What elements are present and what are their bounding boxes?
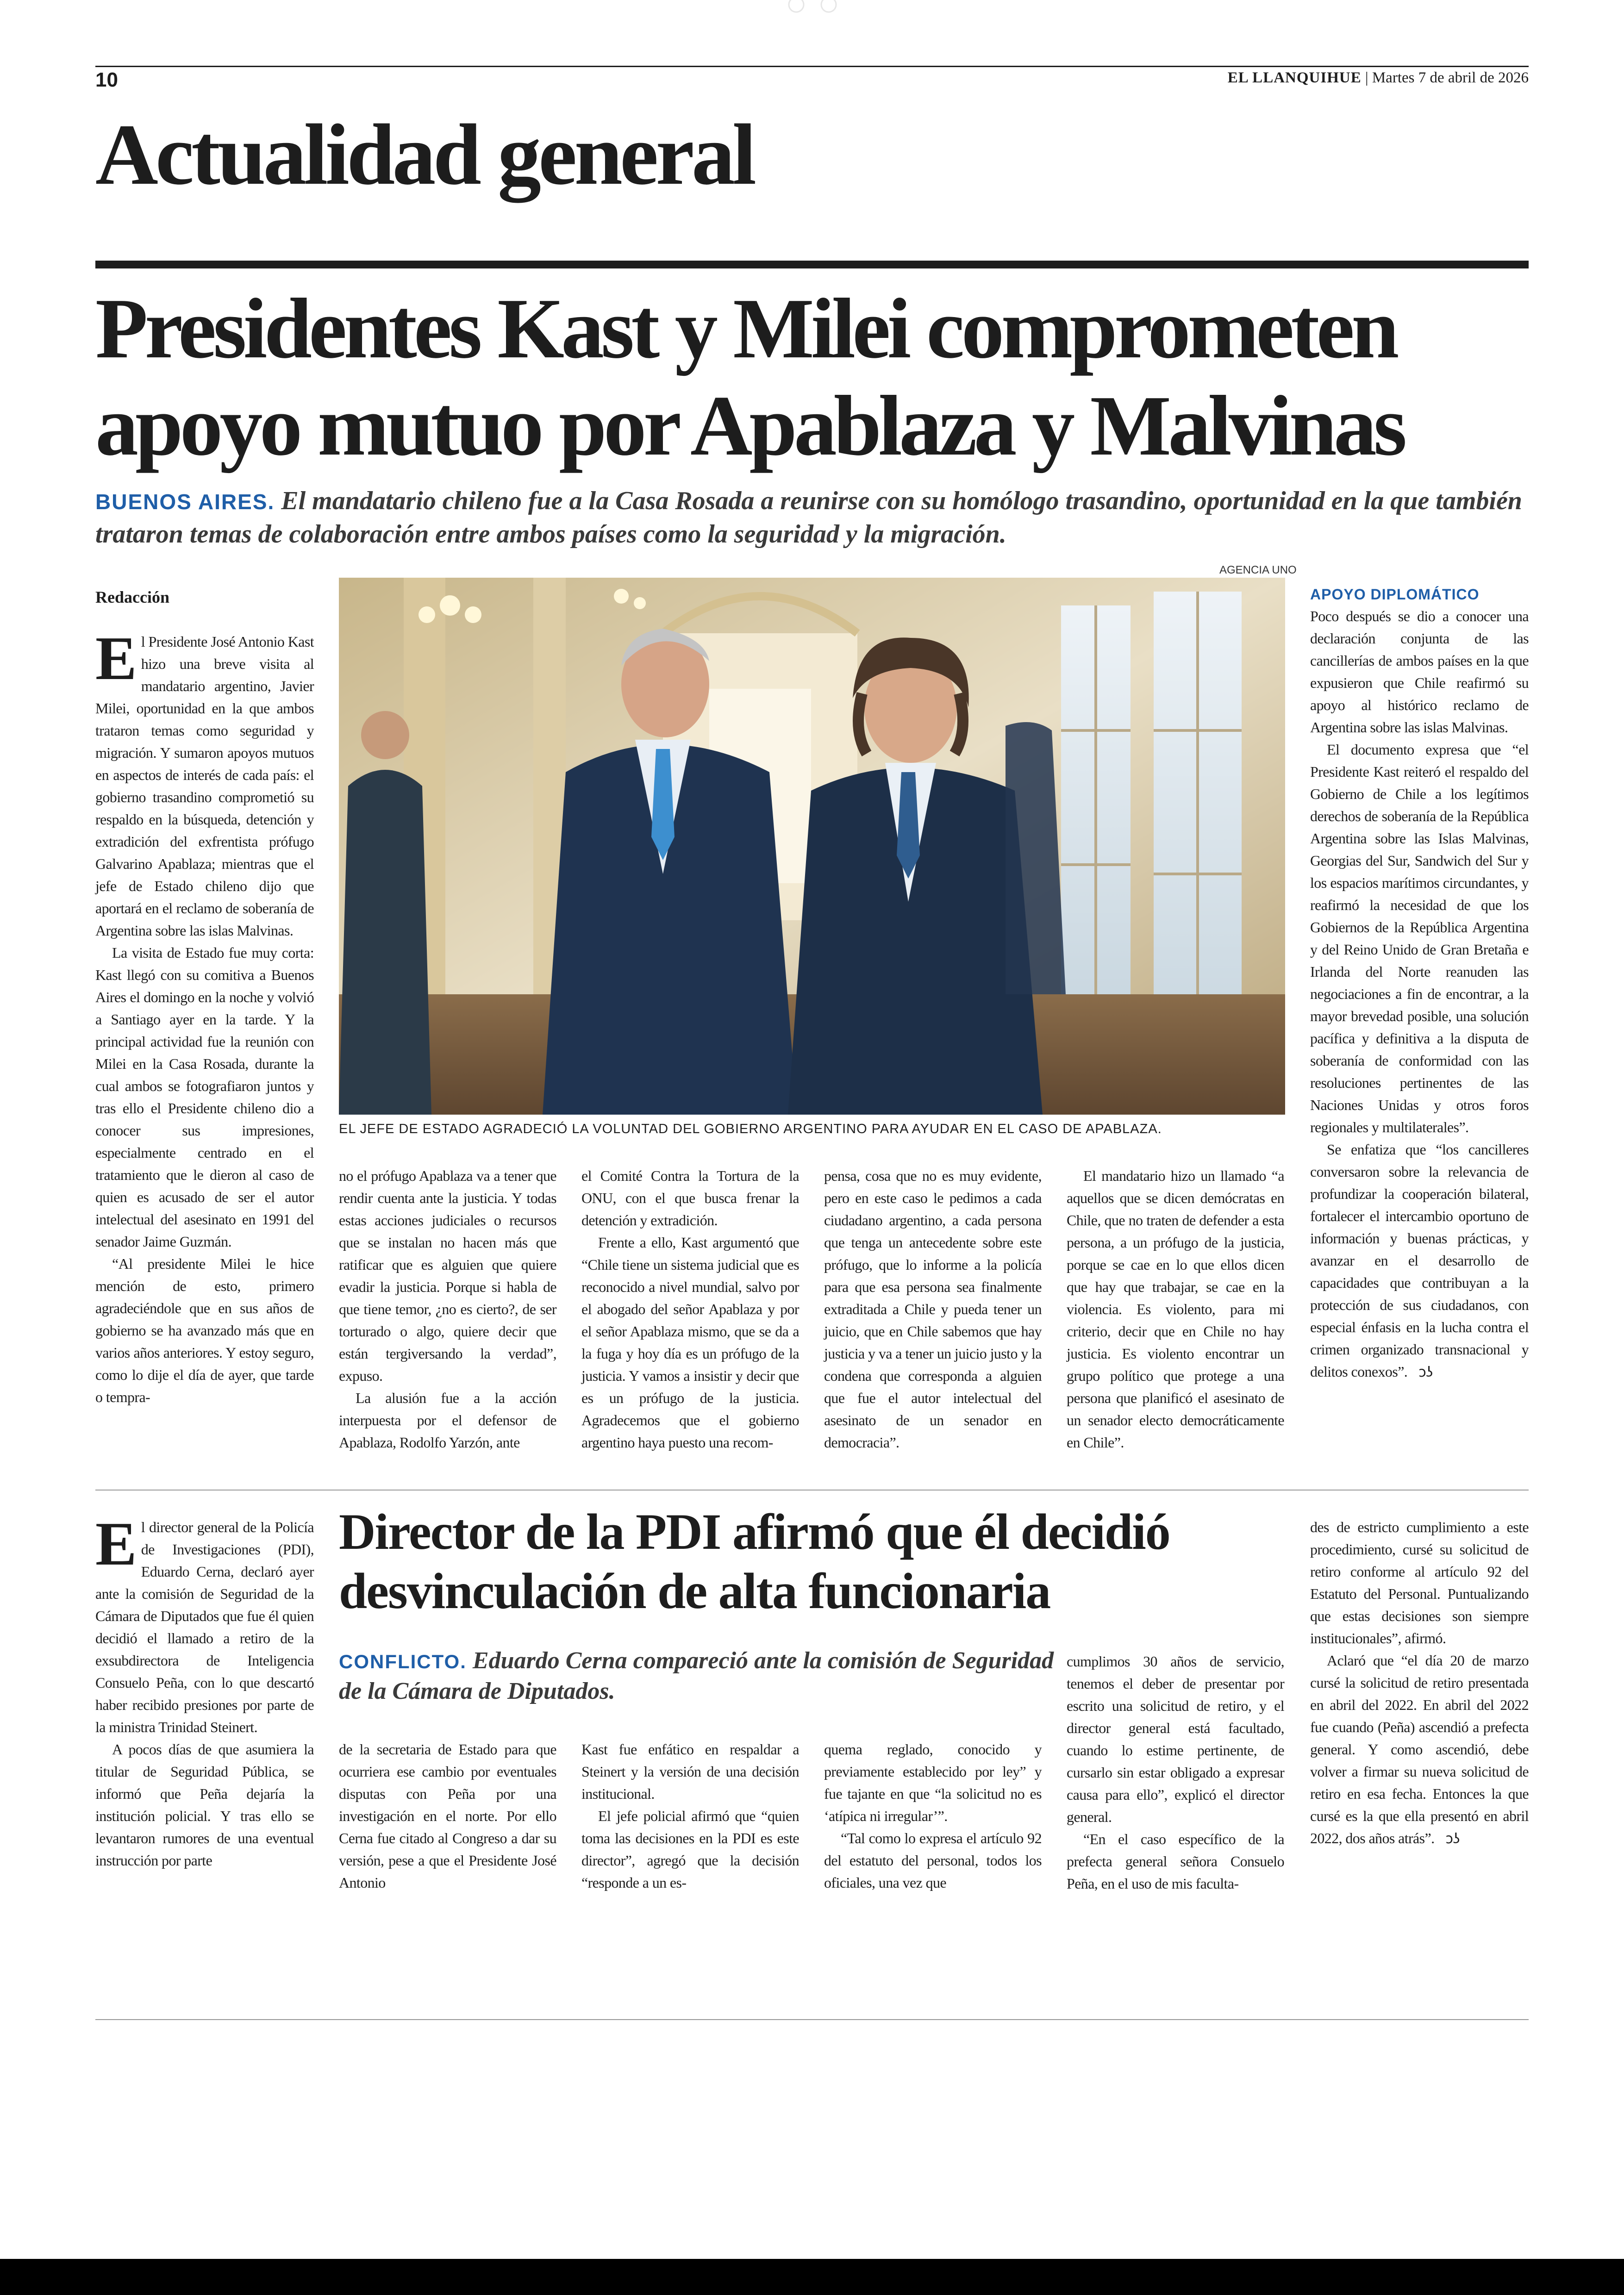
article1-column-1 xyxy=(95,624,314,1408)
article2-column-4 xyxy=(824,1738,1042,1894)
subhead-diplomatic-support: APOYO DIPLOMÁTICO xyxy=(1310,586,1480,603)
article1-col2-paragraph-1: no el prófugo Apablaza va a tener que rendir cuenta ante la justicia. Y todas estas acciones judiciales o recursos que se instalan no hacen más que ratificar que es alguien que quiere evadir la justicia. Porque si habla de que tiene temor, ¿no es cierto?, de ser torturado o algo, quiere decir que están tergiversando la verdad”, expuso. xyxy=(339,1167,556,1384)
footer-bar xyxy=(0,2259,1624,2295)
article1-col3-paragraph-2: Frente a ello, Kast argumentó que “Chile tiene un sistema judicial que es reconocido a nivel mundial, salvo por el abogado del señor Apablaza y por el señor Apablaza mismo, que se da a la fuga y hoy día es un prófugo de la justicia. Y vamos a insistir y decir que es un prófugo de la justicia. Agradecemos que el gobierno argentino haya puesto una recom- xyxy=(581,1234,799,1451)
article2-column-1 xyxy=(95,1509,314,1871)
article1-col3-paragraph-1: el Comité Contra la Tortura de la ONU, con el que busca frenar la detención y extradición. xyxy=(581,1167,799,1229)
article1-column-5 xyxy=(1067,1165,1284,1453)
article2-dropcap: E xyxy=(95,1509,137,1578)
article2-col6-paragraph-1: des de estricto cumplimiento a este procedimiento, cursé su solicitud de retiro conforme al artículo 92 del Estatuto del Personal. Puntualizando que estas decisiones son siempre institucionales”, afirmó. xyxy=(1310,1519,1529,1646)
article2-column-5 xyxy=(1067,1650,1284,1895)
article1-column-3 xyxy=(581,1165,799,1453)
article2-column-2 xyxy=(339,1738,556,1894)
issue-date: Martes 7 de abril de 2026 xyxy=(1372,69,1529,86)
article2-column-3 xyxy=(581,1738,799,1894)
article2-col4-paragraph-2: “Tal como lo expresa el artículo 92 del estatuto del personal, todos los oficiales, una vez que xyxy=(824,1830,1042,1891)
article1-col6-paragraph-3: Se enfatiza que “los cancilleres conversaron sobre la relevancia de profundizar la cooperación bilateral, fortalecer el intercambio oportuno de información y buenas prácticas, y avanzar en el desarrollo de capacidades que contribuyan a la protección de sus ciudadanos, con especial énfasis en la lucha contra el crimen organizado transnacional y delitos conexos”. xyxy=(1310,1141,1529,1380)
second-headline: Director de la PDI afirmó que él decidió desvinculación de alta funcionaria xyxy=(339,1503,1170,1619)
photo-credit: AGENCIA UNO xyxy=(1219,564,1297,576)
masthead-separator: | xyxy=(1365,69,1368,86)
page-number: 10 xyxy=(95,69,118,91)
article1-col4-paragraph-1: pensa, cosa que no es muy evidente, pero en este caso le pedimos a cada ciudadano argentino, a cada persona que tenga un antecedente sobre este prófugo, que lo informe a la policía para que esa persona sea finalmente extraditada a Chile y pueda tener un juicio, que en Chile sabemos que hay justicia y va a tener un juicio justo y la condena que corresponda a alguien que fue el autor intelectual del asesinato de un senador en democracia”. xyxy=(824,1167,1042,1451)
second-dek xyxy=(339,1646,1056,1707)
article1-column-2 xyxy=(339,1165,556,1453)
article1-col5-paragraph-1: El mandatario hizo un llamado “a aquellos que se dicen demócratas en Chile, que no traten de defender a esta persona, a un prófugo de la justicia, porque se cae en lo que ellos dicen que hay que trabajar, se cae en la violencia. Es violento, para mi criterio, decir que en Chile no hay justicia. Es violento encontrar un grupo político que protege a una persona que planificó el asesinato de un senador electo democráticamente en Chile”. xyxy=(1067,1167,1284,1451)
article2-col3-paragraph-2: El jefe policial afirmó que “quien toma las decisiones en la PDI es este director”, agregó que la decisión “responde a un es- xyxy=(581,1808,799,1891)
article-divider xyxy=(95,1490,1529,1491)
article1-col1-paragraph-2: La visita de Estado fue muy corta: Kast llegó con su comitiva a Buenos Aires el domingo en la noche y volvió a Santiago ayer en la tarde. Y la principal actividad fue la reunión con Milei en la Casa Rosada, durante la cual ambos se fotografiaron juntos y tras ello el Presidente chileno dio a conocer sus impresiones, especialmente centrado en el tratamiento que le dieron al caso de quien es acusado de ser el autor intelectual del asesinato en 1991 del senador Jaime Guzmán. xyxy=(95,944,314,1250)
article-end-icon: ɔʖ xyxy=(1418,1364,1433,1380)
article1-col6-paragraph-1: Poco después se dio a conocer una declaración conjunta de las cancillerías de ambos países en la que expusieron que Chile reafirmó su apoyo al histórico reclamo de Argentina sobre las islas Malvinas. xyxy=(1310,608,1529,736)
article2-column-6 xyxy=(1310,1516,1529,1850)
second-dek-text: Eduardo Cerna compareció ante la comisión de Seguridad de la Cámara de Diputados. xyxy=(339,1647,1054,1704)
main-headline: Presidentes Kast y Milei comprometen apoyo mutuo por Apablaza y Malvinas xyxy=(95,281,1404,474)
article2-end-icon: ɔʖ xyxy=(1445,1831,1460,1847)
paper-name: EL LLANQUIHUE xyxy=(1227,69,1362,86)
article2-col1-paragraph-2: A pocos días de que asumiera la titular de Seguridad Pública, se informó que Peña dejaría la institución policial. Y tras ello se levantaron rumores de una eventual instrucción por parte xyxy=(95,1741,314,1869)
article1-column-4 xyxy=(824,1165,1042,1453)
article2-col1-paragraph-1: l director general de la Policía de Investigaciones (PDI), Eduardo Cerna, declaró ayer ante la comisión de Seguridad de la Cámara de Diputados que fue él quien decidió el llamado a retiro de la exsubdirectora de Inteligencia Consuelo Peña, con lo que descartó haber recibido presiones por parte de la ministra Trinidad Steinert. xyxy=(95,1519,314,1735)
masthead xyxy=(1228,69,1529,87)
top-dots-icon xyxy=(782,0,843,17)
photo-caption: EL JEFE DE ESTADO AGRADECIÓ LA VOLUNTAD DEL GOBIERNO ARGENTINO PARA AYUDAR EN EL CASO DE APABLAZA. xyxy=(339,1122,1162,1136)
main-dek xyxy=(95,484,1530,551)
article2-col3-paragraph-1: Kast fue enfático en respaldar a Steinert y la versión de una decisión institucional. xyxy=(581,1741,799,1802)
article1-dropcap: E xyxy=(95,624,137,692)
article2-col6-paragraph-2: Aclaró que “el día 20 de marzo cursé la solicitud de retiro presentada en abril del 2022. En abril del 2022 fue cuando (Peña) ascendió a prefecta general. Y como ascendió, debe volver a firmar su nueva solicitud de retiro en esa fecha. Entonces la que cursé es la que ella presentó en abril 2022, dos años atrás”. xyxy=(1310,1652,1529,1846)
top-rule xyxy=(95,66,1529,67)
bottom-rule xyxy=(95,2019,1529,2020)
article2-col4-paragraph-1: quema reglado, conocido y previamente establecido por ley” y fue tajante en que “la solicitud no es ‘atípica ni irregular’”. xyxy=(824,1741,1042,1824)
article1-col2-paragraph-2: La alusión fue a la acción interpuesta por el defensor de Apablaza, Rodolfo Yarzón, ante xyxy=(339,1390,556,1451)
article1-col6-paragraph-2: El documento expresa que “el Presidente Kast reiteró el respaldo del Gobierno de Chile a los legítimos derechos de soberanía de la República Argentina sobre las Islas Malvinas, Georgias del Sur, Sandwich del Sur y los espacios marítimos circundantes, y reafirmó la necesidad de que los Gobiernos de la República Argentina y del Reino Unido de Gran Bretaña e Irlanda del Norte reanuden las negociaciones a fin de encontrar, a la mayor brevedad posible, una solución pacífica y definitiva a la disputa de soberanía de conformidad con las resoluciones pertinentes de las Naciones Unidas y otros foros regionales y multilaterales”. xyxy=(1310,741,1529,1135)
section-title: Actualidad general xyxy=(95,106,754,203)
article2-col5-paragraph-1: cumplimos 30 años de servicio, tenemos el deber de presentar por escrito una solicitud de retiro, y el director general está facultado, cuando lo estime pertinente, de cursarlo sin estar obligado a expresar causa para ello”, explicó el director general. xyxy=(1067,1653,1284,1825)
article2-col5-paragraph-2: “En el caso específico de la prefecta general señora Consuelo Peña, en el uso de mis faculta- xyxy=(1067,1831,1284,1892)
presidents-photo xyxy=(339,578,1285,1115)
second-kicker: CONFLICTO. xyxy=(339,1651,467,1672)
article1-col1-paragraph-1: l Presidente José Antonio Kast hizo una breve visita al mandatario argentino, Javier Milei, oportunidad en la que ambos trataron temas como seguridad y migración. Y sumaron apoyos mutuos en aspectos de interés de cada país: el gobierno trasandino comprometió su respaldo en la búsqueda, detención y extradición del exfrentista prófugo Galvarino Apablaza; mientras que el jefe de Estado chileno dijo que aportará en el reclamo de soberanía de Argentina sobre las islas Malvinas. xyxy=(95,633,314,939)
main-dek-text: El mandatario chileno fue a la Casa Rosada a reunirse con su homólogo trasandino, oportunidad en la que también trataron temas de colaboración entre ambos países como la seguridad y la migración. xyxy=(95,486,1522,549)
section-rule xyxy=(95,261,1529,268)
article1-col1-paragraph-3: “Al presidente Milei le hice mención de esto, primero agradeciéndole que en sus años de gobierno se ha avanzado más que en varios años anteriores. Y estoy seguro, como lo dije el día de ayer, que tarde o tempra- xyxy=(95,1255,314,1405)
byline: Redacción xyxy=(95,588,169,606)
article1-column-6 xyxy=(1310,586,1529,1384)
article2-col2-paragraph-1: de la secretaria de Estado para que ocurriera ese cambio por eventuales disputas con Peña por una investigación en el norte. Por ello Cerna fue citado al Congreso a dar su versión, pese a que el Presidente José Antonio xyxy=(339,1741,556,1891)
main-kicker: BUENOS AIRES. xyxy=(95,490,275,514)
